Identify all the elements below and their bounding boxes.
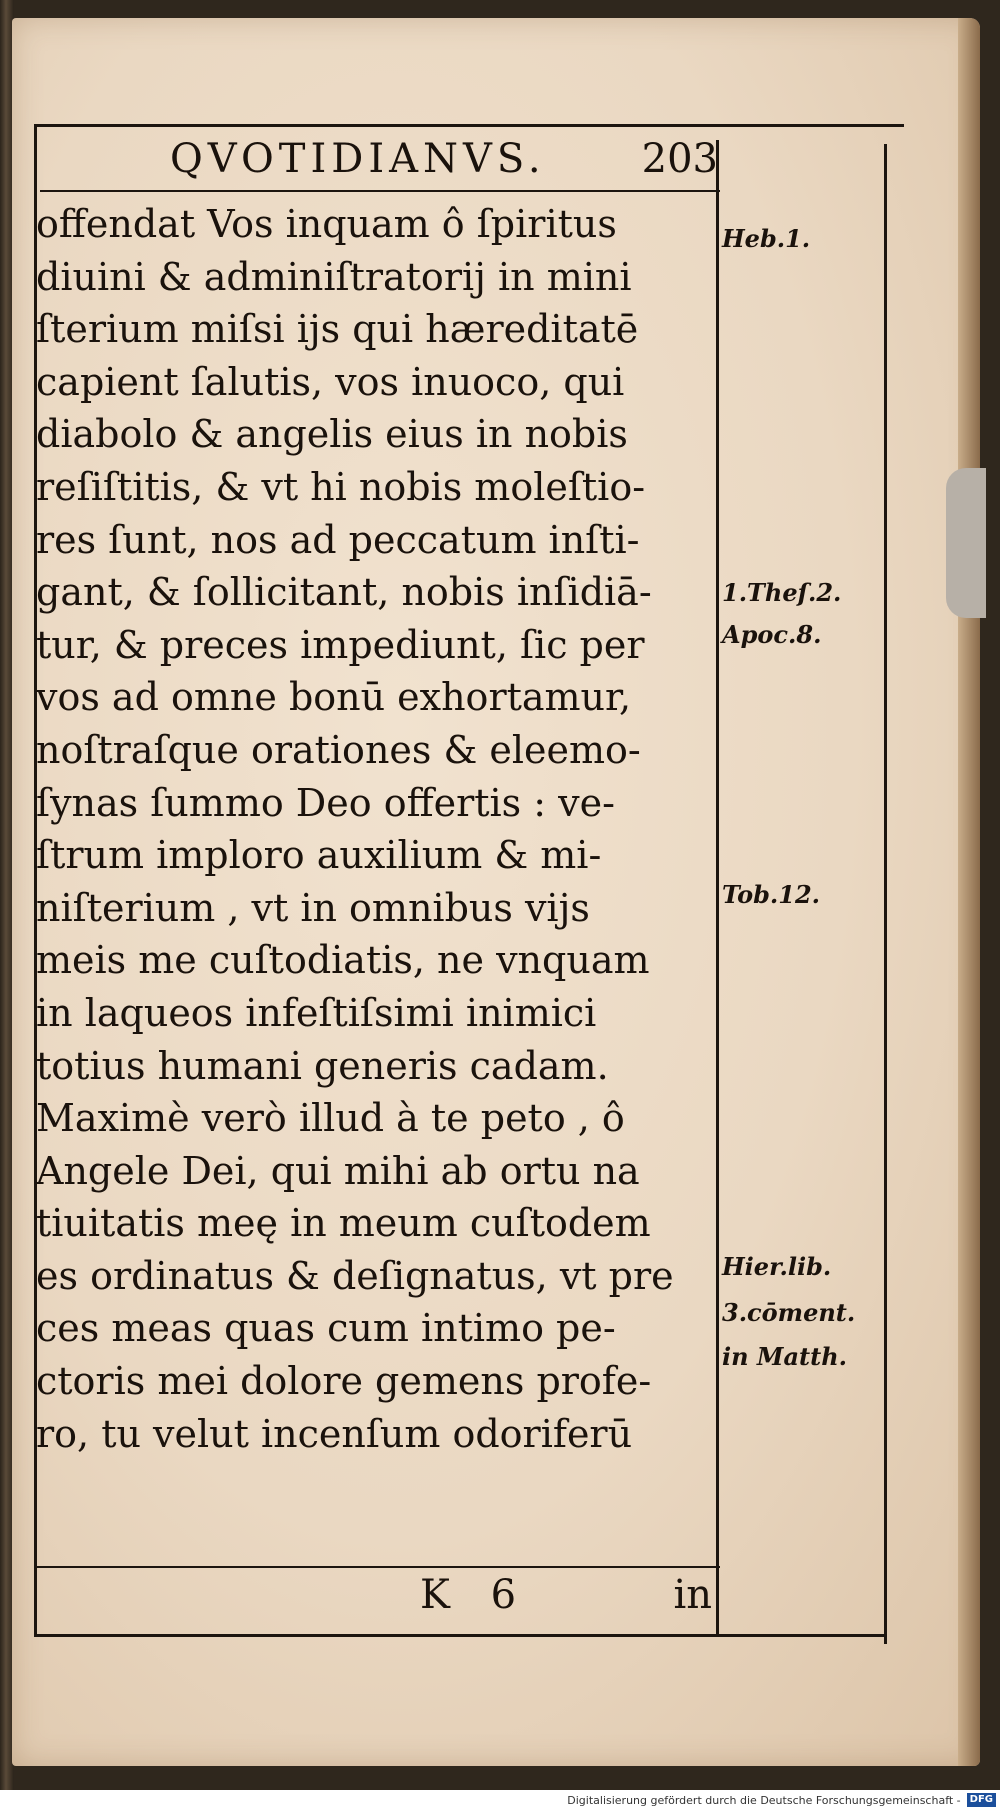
text-line: diabolo & angelis eius in nobis	[36, 412, 628, 457]
dfg-logo: DFG	[967, 1793, 996, 1807]
text-line: totius humani generis cadam.	[36, 1043, 609, 1088]
text-line: Maximè verò illud à te peto , ô	[36, 1096, 625, 1141]
page-header	[40, 124, 720, 182]
catchword: in	[673, 1572, 712, 1618]
column-divider-rule	[716, 140, 719, 1636]
margin-note-heb: Heb.1.	[722, 224, 811, 253]
text-line: ſterium miſsi ijs qui hæreditatē	[36, 307, 639, 352]
text-line: ſynas ſummo Deo offertis : ve-	[36, 780, 615, 825]
margin-note-apoc: Apoc.8.	[722, 620, 822, 649]
text-line: diuini & adminiſtratorij in mini	[36, 254, 632, 299]
text-line: gant, & ſollicitant, nobis inſidiā-	[36, 570, 652, 615]
text-line: meis me cuſtodiatis, ne vnquam	[36, 938, 650, 983]
margin-note-thes: 1.Theſ.2.	[722, 578, 842, 607]
margin-note-hier-3: in Matth.	[722, 1342, 848, 1371]
text-line: ctoris mei dolore gemens profe-	[36, 1359, 652, 1404]
right-frame-rule	[884, 144, 887, 1644]
text-line: vos ad omne bonū exhortamur,	[36, 675, 632, 720]
text-line: Angele Dei, qui mihi ab ortu na	[36, 1148, 640, 1193]
text-line: niſterium , vt in omnibus vijs	[36, 885, 590, 930]
text-line: res ſunt, nos ad peccatum inſti-	[36, 517, 640, 562]
text-line: es ordinatus & deſignatus, vt pre	[36, 1253, 674, 1298]
text-line: tur, & preces impediunt, ſic per	[36, 622, 645, 667]
running-head: QVOTIDIANVS.	[170, 136, 546, 182]
page-tab-marker	[946, 468, 986, 618]
text-line: ſtrum imploro auxilium & mi-	[36, 833, 602, 878]
text-line: capient ſalutis, vos inuoco, qui	[36, 359, 625, 404]
page-number: 203	[641, 136, 718, 182]
digitization-credit	[0, 1790, 1000, 1810]
text-line: ro, tu velut incenſum odoriferū	[36, 1411, 633, 1456]
text-line: in laqueos infeſtiſsimi inimici	[36, 990, 597, 1035]
text-line: offendat Vos inquam ô ſpiritus	[36, 202, 617, 246]
text-line: reſiſtitis, & vt hi nobis moleſtio-	[36, 464, 646, 509]
text-line: noſtraſque orationes & eleemo-	[36, 727, 641, 772]
signature-mark: K 6	[420, 1572, 531, 1618]
page-edge	[958, 18, 980, 1766]
margin-note-hier-2: 3.cōment.	[722, 1298, 856, 1327]
text-line: tiuitatis meę in meum cuſtodem	[36, 1201, 651, 1246]
margin-note-tob: Tob.12.	[722, 880, 821, 909]
text-line: ces meas quas cum intimo pe-	[36, 1306, 616, 1351]
bottom-frame-rule	[34, 1634, 886, 1637]
header-underline	[40, 190, 720, 192]
text-bottom-rule	[34, 1566, 720, 1568]
credit-text: Digitalisierung gefördert durch die Deutsche Forschungsgemeinschaft -	[567, 1793, 961, 1807]
page-footer	[40, 1572, 716, 1626]
margin-note-hier-1: Hier.lib.	[722, 1252, 832, 1281]
body-text	[36, 198, 712, 1460]
